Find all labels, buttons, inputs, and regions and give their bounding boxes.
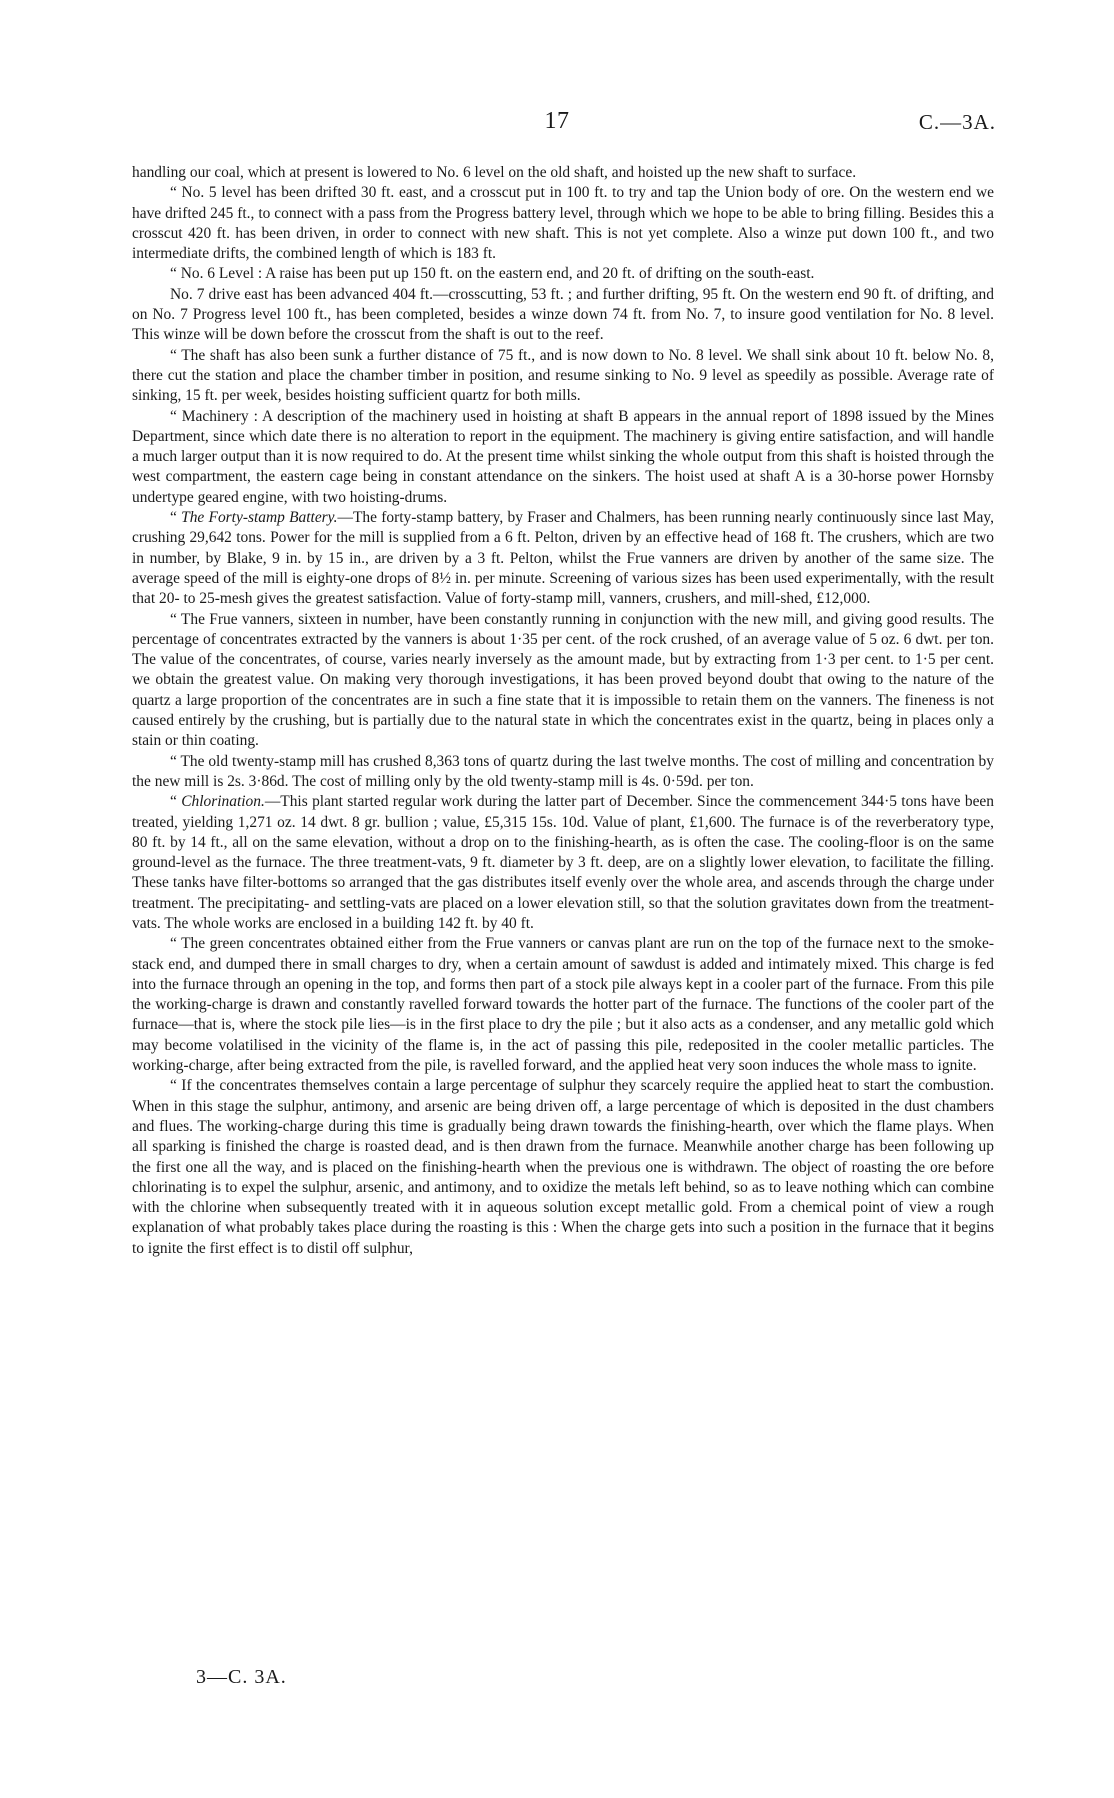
page-number: 17 [544,108,570,134]
paragraph: “ The Forty-stamp Battery.—The forty-stamp battery, by Fraser and Chalmers, has been running nearly continuously since last May, crushing 29,642 tons. Power for the mill is supplied from a 6 ft. Pelton, driven by an effective head of 168 ft. The crushers, which are two in number, by Blake, 9 in. by 15 in., are driven by a 3 ft. Pelton, whilst the Frue vanners are driven by another of the same size. The average speed of the mill is eighty-one drops of 8½ in. per minute. Screening of various sizes has been used experimentally, with the result that 20- to 25-mesh gives the greatest satisfaction. Value of forty-stamp mill, vanners, crushers, and mill-shed, £12,000. [132,509,994,608]
paragraph: “ The Frue vanners, sixteen in number, have been constantly running in conjunction with the new mill, and giving good results. The percentage of concentrates extracted by the vanners is about 1·35 per cent. of the rock crushed, of an average value of 5 oz. 6 dwt. per ton. The value of the concentrates, of course, varies nearly inversely as the amount made, but by extracting from 1·3 per cent. to 1·5 per cent. we obtain the greatest value. On making very thorough investigations, it has been proved beyond doubt that owing to the nature of the quartz a large proportion of the concentrates are in such a fine state that it is impossible to retain them on the vanners. The fineness is not caused entirely by the crushing, but is partially due to the natural state in which the concentrates exist in the quartz, being in places only a stain or thin coating. [132,610,994,750]
document-reference: C.—3A. [918,110,996,134]
paragraph: “ No. 6 Level : A raise has been put up 150 ft. on the eastern end, and 20 ft. of drifting on the south-east. [170,265,815,283]
paragraph: “ If the concentrates themselves contain a large percentage of sulphur they scarcely require the applied heat to start the combustion. When in this stage the sulphur, antimony, and arsenic are being driven off, a large percentage of which is deposited in the dust chambers and flues. The working-charge during this time is gradually being drawn towards the finishing-hearth, over which the flame plays. When all sparking is finished the charge is roasted dead, and is then drawn from the furnace. Meanwhile another charge has been following up the first one all the way, and is placed on the finishing-hearth when the previous one is withdrawn. The object of roasting the ore before chlorinating is to expel the sulphur, arsenic, and antimony, and to oxidize the metals left behind, so as to leave nothing which can combine with the chlorine when subsequently treated with it in aqueous solution except metallic gold. From a chemical point of view a rough explanation of what probably takes place during the roasting is this : When the charge gets into such a position in the furnace that it begins to ignite the first effect is to distil off sulphur, [132,1077,994,1257]
signature-footer: 3—C. 3A. [196,1666,287,1688]
paragraph: “ The green concentrates obtained either from the Frue vanners or canvas plant are run on the top of the furnace next to the smoke-stack end, and dumped there in small charges to dry, when a certain amount of sawdust is added and intimately mixed. This charge is fed into the furnace through an opening in the top, and forms then part of a stock pile always kept in a cooler part of the furnace. From this pile the working-charge is drawn and constantly ravelled forward towards the hotter part of the furnace. The functions of the cooler part of the furnace—that is, where the stock pile lies—is in the first place to dry the pile ; but it also acts as a condenser, and any metallic gold which may become volatilised in the vicinity of the flame is, in the act of passing this pile, redeposited in the cooler metallic particles. The working-charge, after being extracted from the pile, is ravelled forward, and the applied heat very soon induces the whole mass to ignite. [132,935,994,1075]
paragraph: “ The old twenty-stamp mill has crushed 8,363 tons of quartz during the last twelve months. The cost of milling and concentration by the new mill is 2s. 3·86d. The cost of milling only by the old twenty-stamp mill is 4s. 0·59d. per ton. [132,752,994,790]
italic-heading: The Forty-stamp Battery. [181,509,338,527]
paragraph: No. 7 drive east has been advanced 404 ft.—crosscutting, 53 ft. ; and further drifting, 95 ft. On the western end 90 ft. of drifting, and on No. 7 Progress level 100 ft., has been completed, besides a winze down 74 ft. from No. 7, to insure good ventilation for No. 8 level. This winze will be down before the crosscut from the shaft is out to the reef. [132,285,994,344]
paragraph: “ No. 5 level has been drifted 30 ft. east, and a crosscut put in 100 ft. to try and tap the Union body of ore. On the western end we have drifted 245 ft., to connect with a pass from the Progress battery level, through which we hope to be able to bring filling. Besides this a crosscut 420 ft. has been driven, in order to connect with new shaft. This is not yet complete. Also a winze put down 100 ft., and two intermediate drifts, the combined length of which is 183 ft. [132,184,994,263]
paragraph: handling our coal, which at present is lowered to No. 6 level on the old shaft, and hoisted up the new shaft to surface. [132,164,857,181]
paragraph: “ Chlorination.—This plant started regular work during the latter part of December. Since the commencement 344·5 tons have been treated, yielding 1,271 oz. 14 dwt. 8 gr. bullion ; value, £5,315 15s. 10d. Value of plant, £1,600. The furnace is of the reverberatory type, 80 ft. by 14 ft., all on the same elevation, without a drop on to the finishing-hearth, as is often the case. The cooling-floor is on the same ground-level as the furnace. The three treatment-vats, 9 ft. diameter by 3 ft. deep, are on a slightly lower elevation, to facilitate the filling. These tanks have filter-bottoms so arranged that the gas distributes itself evenly over the whole area, and ascends through the charge under treatment. The precipitating- and settling-vats are placed on a lower elevation still, so that the solution gravitates down from the treatment-vats. The whole works are enclosed in a building 142 ft. by 40 ft. [132,793,994,932]
italic-heading: Chlorination. [181,793,265,811]
paragraph: “ The shaft has also been sunk a further distance of 75 ft., and is now down to No. 8 level. We shall sink about 10 ft. below No. 8, there cut the station and place the chamber timber in position, and resume sinking to No. 9 level as speedily as possible. Average rate of sinking, 15 ft. per week, besides hoisting sufficient quartz for both mills. [132,346,994,405]
paragraph: “ Machinery : A description of the machinery used in hoisting at shaft B appears in the annual report of 1898 issued by the Mines Department, since which date there is no alteration to report in the equipment. The machinery is giving entire satisfaction, and will handle a much larger output than it is now required to do. At the present time whilst sinking the whole output from this shaft is hoisted through the west compartment, the eastern cage being in constant attendance on the sinkers. The hoist used at shaft A is a 30-horse power Hornsby undertype geared engine, with two hoisting-drums. [132,407,994,506]
body-text [132,163,994,1259]
